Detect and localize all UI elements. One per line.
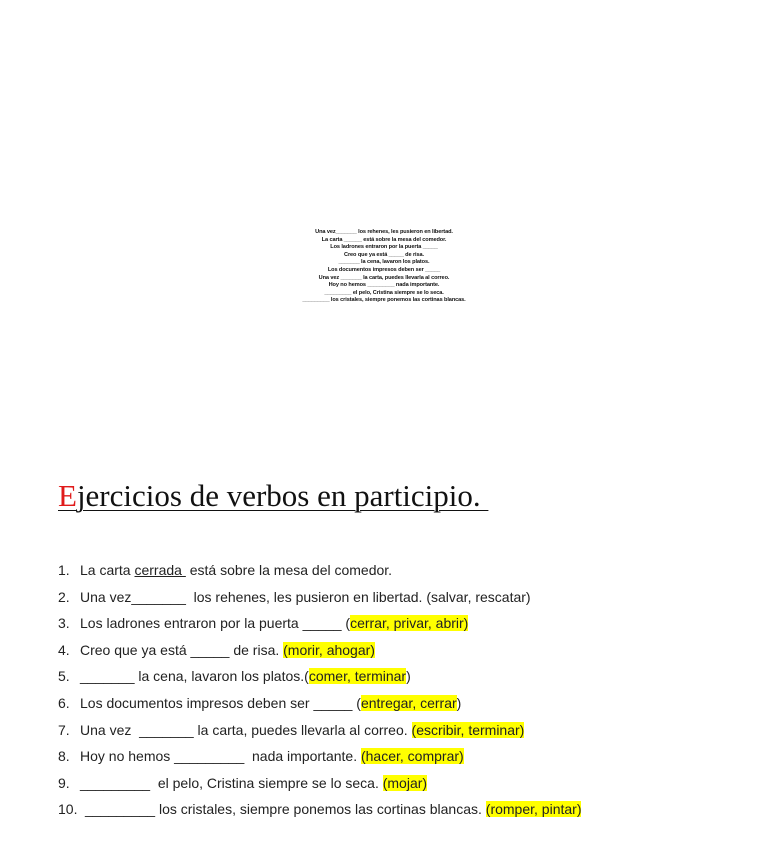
exercise-number: 10.: [58, 801, 78, 818]
thumbnail-line: _______ la cena, lavaron los platos.: [338, 259, 430, 266]
exercise-text: ): [456, 694, 462, 711]
exercise-item: [58, 637, 581, 664]
exercise-text: Los ladrones entraron por la puerta _____ (: [80, 615, 351, 632]
verb-hint: (romper, pintar): [485, 801, 582, 818]
exercise-text: Los documentos impresos deben ser _____ (: [80, 694, 361, 711]
thumbnail-line: _________ los cristales, siempre ponemos las cortinas blancas.: [302, 297, 466, 304]
exercise-number: 2.: [58, 588, 70, 605]
exercise-text: ): [406, 668, 411, 685]
exercise-number: 3.: [58, 615, 70, 632]
thumbnail-line: Una vez_______ los rehenes, les pusieron en libertad.: [315, 229, 453, 235]
exercise-number: 7.: [58, 721, 70, 738]
title-rest: jercicios de verbos en participio.: [76, 478, 489, 513]
verb-hint: cerrar, privar, abrir): [350, 615, 469, 632]
exercise-item: [58, 770, 581, 797]
thumbnail-line: Una vez _______ la carta, puedes llevarla al correo.: [318, 274, 450, 281]
verb-hint: (hacer, comprar): [360, 748, 464, 765]
thumbnail-preview: [280, 229, 488, 305]
page-title: [58, 476, 488, 516]
exercise-text: La carta: [80, 562, 135, 578]
exercise-number: 1.: [58, 562, 70, 578]
exercise-number: 8.: [58, 748, 70, 765]
verb-hint: entregar, cerrar: [360, 694, 457, 711]
exercise-item: [58, 610, 581, 637]
verb-hint: (mojar): [382, 774, 428, 791]
thumbnail-line: Los ladrones entraron por la puerta _____: [330, 244, 438, 251]
verb-hint: comer, terminar: [308, 668, 407, 685]
exercise-item: [58, 796, 581, 823]
exercise-item: [58, 690, 581, 717]
exercise-item: [58, 557, 581, 584]
exercise-number: 5.: [58, 668, 70, 685]
exercise-number: 6.: [58, 694, 70, 711]
exercise-number: 9.: [58, 774, 70, 791]
thumbnail-line: Los documentos impresos deben ser _____: [327, 266, 441, 273]
thumbnail-line: Hoy no hemos _________ nada importante.: [328, 282, 440, 289]
thumbnail-line: La carta ______ está sobre la mesa del comedor.: [321, 236, 447, 243]
exercise-item: [58, 663, 581, 690]
thumbnail-line: _________ el pelo, Cristina siempre se lo seca.: [324, 289, 444, 296]
exercise-text: _________ los cristales, siempre ponemos las cortinas blancas.: [85, 801, 486, 818]
exercise-text: Hoy no hemos _________ nada importante.: [80, 748, 361, 765]
exercise-item: [58, 743, 581, 770]
exercise-text: _________ el pelo, Cristina siempre se lo seca.: [80, 774, 383, 791]
exercise-item: [58, 717, 581, 744]
exercise-text: Una vez_______ los rehenes, les pusieron en libertad. (salvar, rescatar): [80, 588, 531, 605]
verb-hint: (escribir, terminar): [411, 721, 525, 738]
exercise-text: Una vez _______ la carta, puedes llevarla al correo.: [80, 721, 412, 738]
exercise-text: Creo que ya está _____ de risa.: [80, 641, 284, 658]
exercise-text: está sobre la mesa del comedor.: [185, 562, 393, 578]
exercise-item: [58, 584, 581, 611]
thumbnail-line: Creo que ya está _____ de risa.: [344, 251, 424, 258]
exercise-answer: cerrada: [134, 562, 186, 578]
verb-hint: (morir, ahogar): [283, 641, 375, 658]
exercise-list: [58, 557, 581, 823]
exercise-number: 4.: [58, 641, 70, 658]
exercise-text: _______ la cena, lavaron los platos.(: [80, 668, 309, 685]
title-first-letter: E: [58, 478, 77, 513]
